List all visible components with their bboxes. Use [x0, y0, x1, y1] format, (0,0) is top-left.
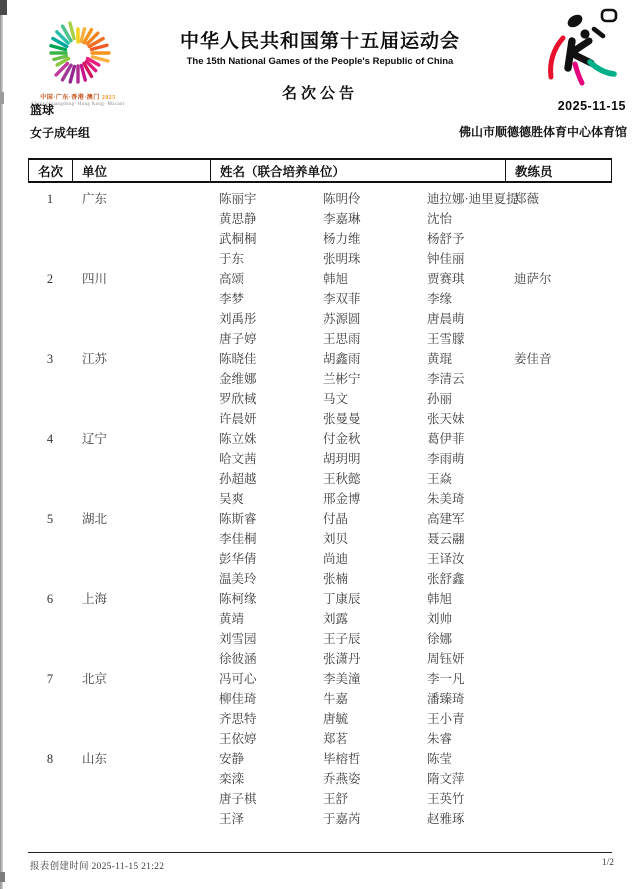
- athlete-name: 陈丽宇: [219, 192, 257, 206]
- athlete-name: 张潇丹: [323, 652, 361, 666]
- rank-value: 6: [46, 592, 54, 606]
- table-row: [28, 589, 612, 669]
- athlete-name: 李缘: [427, 292, 453, 306]
- table-row: [28, 509, 612, 589]
- venue-label: 佛山市顺德德胜体育中心体育馆: [458, 125, 627, 139]
- athlete-name: 毕榕哲: [323, 752, 361, 766]
- rank-value: 5: [46, 512, 54, 526]
- unit-value: 湖北: [82, 512, 108, 526]
- scan-artifact: [0, 872, 5, 882]
- athlete-name: 唐子棋: [219, 792, 257, 806]
- athlete-name: 安静: [219, 752, 245, 766]
- athlete-name: 王泽: [219, 812, 245, 826]
- athlete-name: 黄思静: [219, 212, 257, 226]
- athlete-name: 黄琨: [427, 352, 453, 366]
- athlete-name: 陈莹: [427, 752, 453, 766]
- report-created-time: 报表创建时间 2025-11-15 21:22: [30, 862, 165, 872]
- unit-value: 辽宁: [82, 432, 108, 446]
- results-table-header: [28, 158, 612, 183]
- table-row: [28, 189, 612, 269]
- athlete-names: [210, 669, 505, 749]
- athlete-name: 李梦: [219, 292, 245, 306]
- athlete-name: 许晨妍: [219, 412, 257, 426]
- athlete-name: 王英竹: [427, 792, 465, 806]
- athlete-name: 李嘉琳: [323, 212, 361, 226]
- athlete-name: 陈斯睿: [219, 512, 257, 526]
- athlete-name: 赵雅琢: [427, 812, 465, 826]
- rank-value: 7: [46, 672, 54, 686]
- athlete-name: 于嘉芮: [323, 812, 361, 826]
- athlete-name: 朱睿: [427, 732, 453, 746]
- athlete-name: 高建军: [427, 512, 465, 526]
- athlete-name: 王舒: [323, 792, 349, 806]
- athlete-name: 王子辰: [323, 632, 361, 646]
- athlete-name: 王译汝: [427, 552, 465, 566]
- footer-divider: [28, 852, 612, 853]
- coach-value: 郑薇: [514, 192, 540, 206]
- athlete-name: 尚迪: [323, 552, 349, 566]
- athlete-name: 张楠: [323, 572, 349, 586]
- athlete-name: 齐思特: [219, 712, 257, 726]
- athlete-name: 张天妹: [427, 412, 465, 426]
- athlete-name: 陈立姝: [219, 432, 257, 446]
- athlete-name: 王雪朦: [427, 332, 465, 346]
- unit-value: 上海: [82, 592, 108, 606]
- athlete-name: 钟佳丽: [427, 252, 465, 266]
- athlete-name: 徐娜: [427, 632, 453, 646]
- table-row: [28, 349, 612, 429]
- rank-value: 4: [46, 432, 54, 446]
- athlete-name: 高颂: [219, 272, 245, 286]
- athlete-name: 刘贝: [323, 532, 349, 546]
- table-row: [28, 269, 612, 349]
- basketball-pictogram-icon: [534, 4, 630, 100]
- athlete-name: 李佳桐: [219, 532, 257, 546]
- athlete-name: 韩旭: [427, 592, 453, 606]
- coach-value: 迪萨尔: [514, 272, 552, 286]
- athlete-name: 刘帅: [427, 612, 453, 626]
- athlete-name: 冯可心: [219, 672, 257, 686]
- athlete-name: 杨力维: [323, 232, 361, 246]
- page-edge-shadow: [0, 0, 3, 889]
- rank-value: 2: [46, 272, 54, 286]
- athlete-names: [210, 509, 505, 589]
- athlete-name: 乔燕姿: [323, 772, 361, 786]
- athlete-name: 兰彬宁: [323, 372, 361, 386]
- athlete-name: 贾赛琪: [427, 272, 465, 286]
- games-emblem: [28, 16, 128, 108]
- header-coach: 教练员: [515, 164, 553, 179]
- athlete-name: 王小青: [427, 712, 465, 726]
- athlete-name: 沈怡: [427, 212, 453, 226]
- athlete-name: 唐子婷: [219, 332, 257, 346]
- athlete-name: 金维娜: [219, 372, 257, 386]
- unit-value: 四川: [82, 272, 108, 286]
- scan-artifact: [0, 92, 4, 104]
- athlete-name: 苏源圆: [323, 312, 361, 326]
- coach-value: [505, 589, 612, 669]
- athlete-name: 张明珠: [323, 252, 361, 266]
- athlete-name: 孙超越: [219, 472, 257, 486]
- athlete-name: 唐毓: [323, 712, 349, 726]
- athlete-name: 李清云: [427, 372, 465, 386]
- page-number: 1/2: [601, 858, 614, 868]
- athlete-name: 王依婷: [219, 732, 257, 746]
- athlete-name: 马文: [323, 392, 349, 406]
- athlete-name: 朱美琦: [427, 492, 465, 506]
- athlete-name: 徐彼涵: [219, 652, 257, 666]
- athlete-name: 李双菲: [323, 292, 361, 306]
- athlete-names: [210, 189, 519, 269]
- athlete-name: 杨舒予: [427, 232, 465, 246]
- rank-value: 3: [46, 352, 54, 366]
- athlete-name: 王秋懿: [323, 472, 361, 486]
- athlete-name: 王焱: [427, 472, 453, 486]
- athlete-name: 陈晓佳: [219, 352, 257, 366]
- event-date: 2025-11-15: [557, 99, 626, 113]
- athlete-name: 葛伊菲: [427, 432, 465, 446]
- document-header: [135, 26, 505, 103]
- rank-value: 1: [46, 192, 54, 206]
- group-label: 女子成年组: [30, 126, 91, 140]
- table-row: [28, 429, 612, 509]
- athlete-name: 刘雪园: [219, 632, 257, 646]
- athlete-name: 柳佳琦: [219, 692, 257, 706]
- athlete-name: 温美玲: [219, 572, 257, 586]
- table-row: [28, 669, 612, 749]
- athlete-name: 唐晨萌: [427, 312, 465, 326]
- athlete-name: 张舒鑫: [427, 572, 465, 586]
- coach-value: [505, 509, 612, 589]
- athlete-name: 罗欣棫: [219, 392, 257, 406]
- athlete-name: 武桐桐: [219, 232, 257, 246]
- coach-value: [505, 669, 612, 749]
- header-unit: 单位: [73, 160, 211, 181]
- athlete-name: 陈明伶: [323, 192, 361, 206]
- scan-artifact: [0, 0, 7, 15]
- athlete-name: 付金秋: [323, 432, 361, 446]
- athlete-name: 李雨萌: [427, 452, 465, 466]
- athlete-name: 哈文茜: [219, 452, 257, 466]
- sport-label: 篮球: [30, 103, 55, 117]
- athlete-name: 黄靖: [219, 612, 245, 626]
- athlete-name: 吴爽: [219, 492, 245, 506]
- athlete-name: 彭华倩: [219, 552, 257, 566]
- athlete-names: [210, 429, 505, 509]
- athlete-name: 于东: [219, 252, 245, 266]
- athlete-name: 付晶: [323, 512, 349, 526]
- athlete-name: 邢金博: [323, 492, 361, 506]
- unit-value: 北京: [82, 672, 108, 686]
- athlete-name: 潘臻琦: [427, 692, 465, 706]
- athlete-name: 胡鑫雨: [323, 352, 361, 366]
- athlete-name: 刘禹彤: [219, 312, 257, 326]
- athlete-name: 郑茗: [323, 732, 349, 746]
- unit-value: 山东: [82, 752, 108, 766]
- table-row: [28, 749, 612, 829]
- header-rank: 名次: [29, 160, 73, 181]
- games-title-cn: 中华人民共和国第十五届运动会: [179, 31, 460, 52]
- emblem-caption-en: China (Guangdong· Hong Kong· Macao): [31, 102, 125, 107]
- athlete-name: 王思雨: [323, 332, 361, 346]
- unit-value: 广东: [82, 192, 108, 206]
- athlete-name: 丁康辰: [323, 592, 361, 606]
- emblem-caption: 中国·广东·香港·澳门 2025: [40, 95, 116, 101]
- athlete-names: [210, 269, 505, 349]
- coach-value: [505, 429, 612, 509]
- athlete-name: 刘露: [323, 612, 349, 626]
- athlete-names: [210, 749, 505, 829]
- coach-value: [505, 749, 612, 829]
- athlete-name: 牛嘉: [323, 692, 349, 706]
- athlete-names: [210, 349, 505, 429]
- athlete-name: 李美潼: [323, 672, 361, 686]
- unit-value: 江苏: [82, 352, 108, 366]
- athlete-names: [210, 589, 505, 669]
- athlete-name: 李一凡: [427, 672, 465, 686]
- athlete-name: 聂云翮: [427, 532, 465, 546]
- athlete-name: 孙丽: [427, 392, 453, 406]
- national-games-emblem-icon: [34, 16, 122, 90]
- coach-value: 姜佳音: [514, 352, 552, 366]
- results-table-body: [28, 189, 612, 829]
- athlete-name: 胡玥明: [323, 452, 361, 466]
- athlete-name: 陈柯缘: [219, 592, 257, 606]
- athlete-name: 韩旭: [323, 272, 349, 286]
- athlete-name: 张曼曼: [323, 412, 361, 426]
- athlete-name: 栾滦: [219, 772, 245, 786]
- document-title: 名次公告: [281, 85, 358, 102]
- athlete-name: 隋文萍: [427, 772, 465, 786]
- header-names: 姓名（联合培养单位）: [211, 160, 506, 181]
- athlete-name: 周钰妍: [427, 652, 465, 666]
- games-title-en: The 15th National Games of the People's Republic of China: [186, 56, 454, 67]
- rank-value: 8: [46, 752, 54, 766]
- athlete-name: 迪拉娜·迪里夏提: [427, 192, 519, 206]
